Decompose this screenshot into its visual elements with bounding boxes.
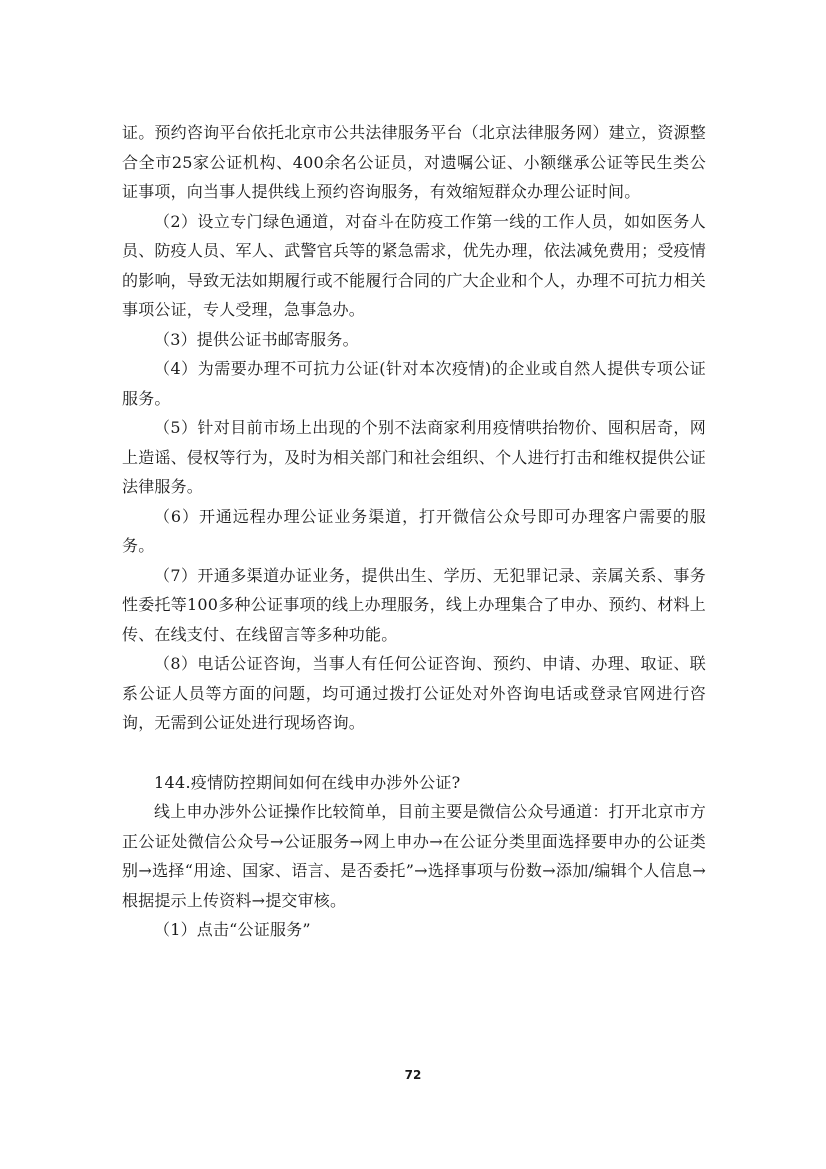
section-spacer	[122, 738, 706, 768]
page-number: 72	[404, 1068, 422, 1082]
paragraph-item-6: （6）开通远程办理公证业务渠道，打开微信公众号即可办理客户需要的服务。	[122, 506, 706, 555]
paragraph-item-5: （5）针对目前市场上出现的个别不法商家利用疫情哄抬物价、囤积居奇，网上造谣、侵权等行为，及时为相关部门和社会组织、个人进行打击和维权提供公证法律服务。	[122, 418, 706, 496]
paragraph-item-3: （3）提供公证书邮寄服务。	[154, 329, 359, 349]
paragraph-item-7: （7）开通多渠道办证业务，提供出生、学历、无犯罪记录、亲属关系、事务性委托等100多种公证事项的线上办理服务，线上办理集合了申办、预约、材料上传、在线支付、在线留言等多种功能。	[122, 565, 706, 644]
paragraph-answer: 线上申办涉外公证操作比较简单，目前主要是微信公众号通道：打开北京市方正公证处微信公众号→公证服务→网上申办→在公证分类里面选择要申办的公证类别→选择“用途、国家、语言、是否委托”→选择事项与份数→添加/编辑个人信息→根据提示上传资料→提交审核。	[122, 802, 706, 910]
paragraph-item-4: （4）为需要办理不可抗力公证(针对本次疫情)的企业或自然人提供专项公证服务。	[122, 359, 706, 408]
paragraph-intro-continuation: 证。预约咨询平台依托北京市公共法律服务平台（北京法律服务网）建立，资源整合全市25家公证机构、400余名公证员，对遗嘱公证、小额继承公证等民生类公证事项，向当事人提供线上预约咨询服务，有效缩短群众办理公证时间。	[122, 123, 706, 201]
document-body	[122, 118, 706, 945]
question-heading: 144.疫情防控期间如何在线申办涉外公证?	[154, 772, 461, 792]
paragraph-item-8: （8）电话公证咨询，当事人有任何公证咨询、预约、申请、办理、取证、联系公证人员等方面的问题，均可通过拨打公证处对外咨询电话或登录官网进行咨询，无需到公证处进行现场咨询。	[122, 654, 706, 732]
paragraph-item-2: （2）设立专门绿色通道，对奋斗在防疫工作第一线的工作人员，如如医务人员、防疫人员、军人、武警官兵等的紧急需求，优先办理，依法减免费用；受疫情的影响，导致无法如期履行或不能履行合同的广大企业和个人，办理不可抗力相关事项公证，专人受理，急事急办。	[122, 211, 706, 319]
paragraph-step-1: （1）点击“公证服务”	[154, 920, 311, 939]
